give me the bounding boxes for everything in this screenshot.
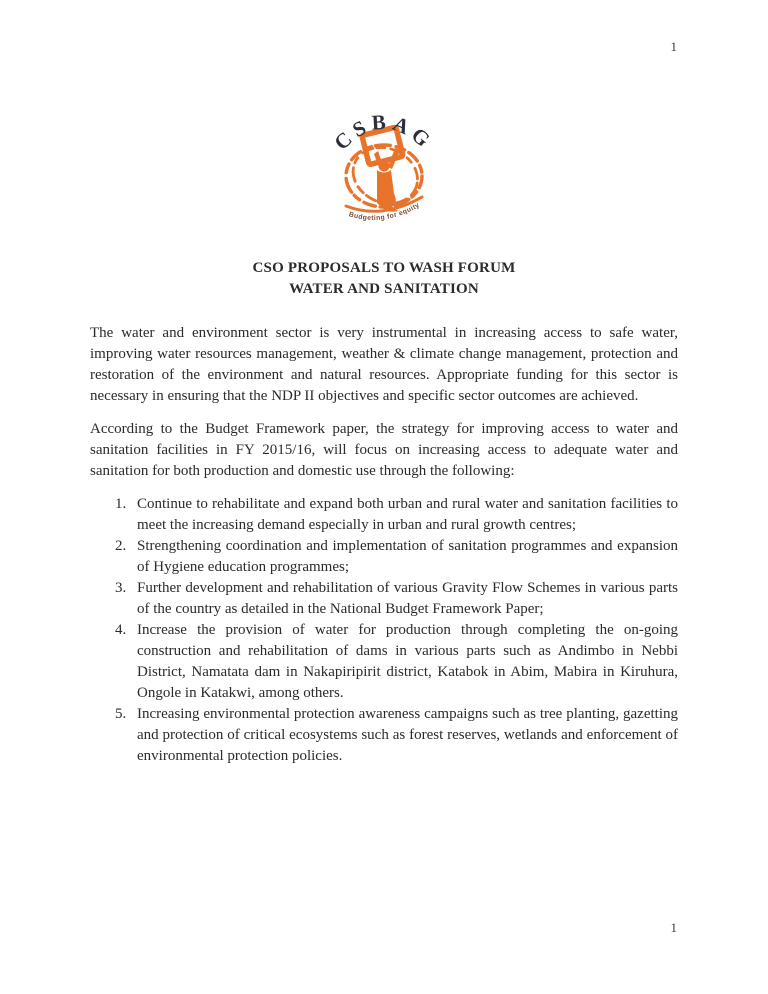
list-item-text: Increase the provision of water for production through completing the on-going construction and rehabilitation of dams in various parts such as Andimbo in Nebbi District, Namatata dam in Nakapiripirit district, Katabok in Abim, Mabira in Kiruhura, Ongole in Katakwi, among others. (137, 622, 678, 701)
list-item (90, 578, 678, 620)
document-title-line1: CSO PROPOSALS TO WASH FORUM (252, 260, 516, 276)
list-item (90, 536, 678, 578)
list-item-number: 2. (115, 538, 127, 554)
header-page-number: 1 (670, 39, 677, 54)
document-body (90, 323, 678, 767)
csbag-logo-graphic (322, 110, 446, 232)
list-item-number: 5. (115, 706, 127, 722)
document-title (90, 258, 678, 300)
footer-page-number: 1 (670, 920, 677, 935)
paragraph-intro: The water and environment sector is very instrumental in increasing access to safe water, improving water resources management, weather & climate change management, protection and restoration of the environment and natural resources. Appropriate funding for this sector is necessary in ensuring that the NDP II objectives and specific sector outcomes are achieved. (90, 325, 678, 404)
list-item-number: 4. (115, 622, 127, 638)
list-item-text: Continue to rehabilitate and expand both urban and rural water and sanitation facilities to meet the increasing demand especially in urban and rural growth centres; (137, 496, 678, 533)
numbered-list (90, 494, 678, 767)
list-item (90, 620, 678, 704)
list-item-number: 1. (115, 496, 127, 512)
logo-tagline-text: Budgeting for equity (347, 201, 422, 222)
paragraph-strategy: According to the Budget Framework paper, the strategy for improving access to water and sanitation facilities in FY 2015/16, will focus on increasing access to adequate water and sanitation for both production and domestic use through the following: (90, 421, 678, 479)
list-item-text: Further development and rehabilitation of various Gravity Flow Schemes in various parts of the country as detailed in the National Budget Framework Paper; (137, 580, 678, 617)
csbag-logo (322, 110, 446, 232)
logo-name-text: CSBAG (329, 110, 439, 155)
list-item-text: Strengthening coordination and implementation of sanitation programmes and expansion of Hygiene education programmes; (137, 538, 678, 575)
list-item (90, 494, 678, 536)
document-title-line2: WATER AND SANITATION (289, 281, 479, 297)
list-item (90, 704, 678, 767)
list-item-number: 3. (115, 580, 127, 596)
list-item-text: Increasing environmental protection awareness campaigns such as tree planting, gazetting and protection of critical ecosystems such as forest reserves, wetlands and enforcement of environmental protection policies. (137, 706, 678, 764)
